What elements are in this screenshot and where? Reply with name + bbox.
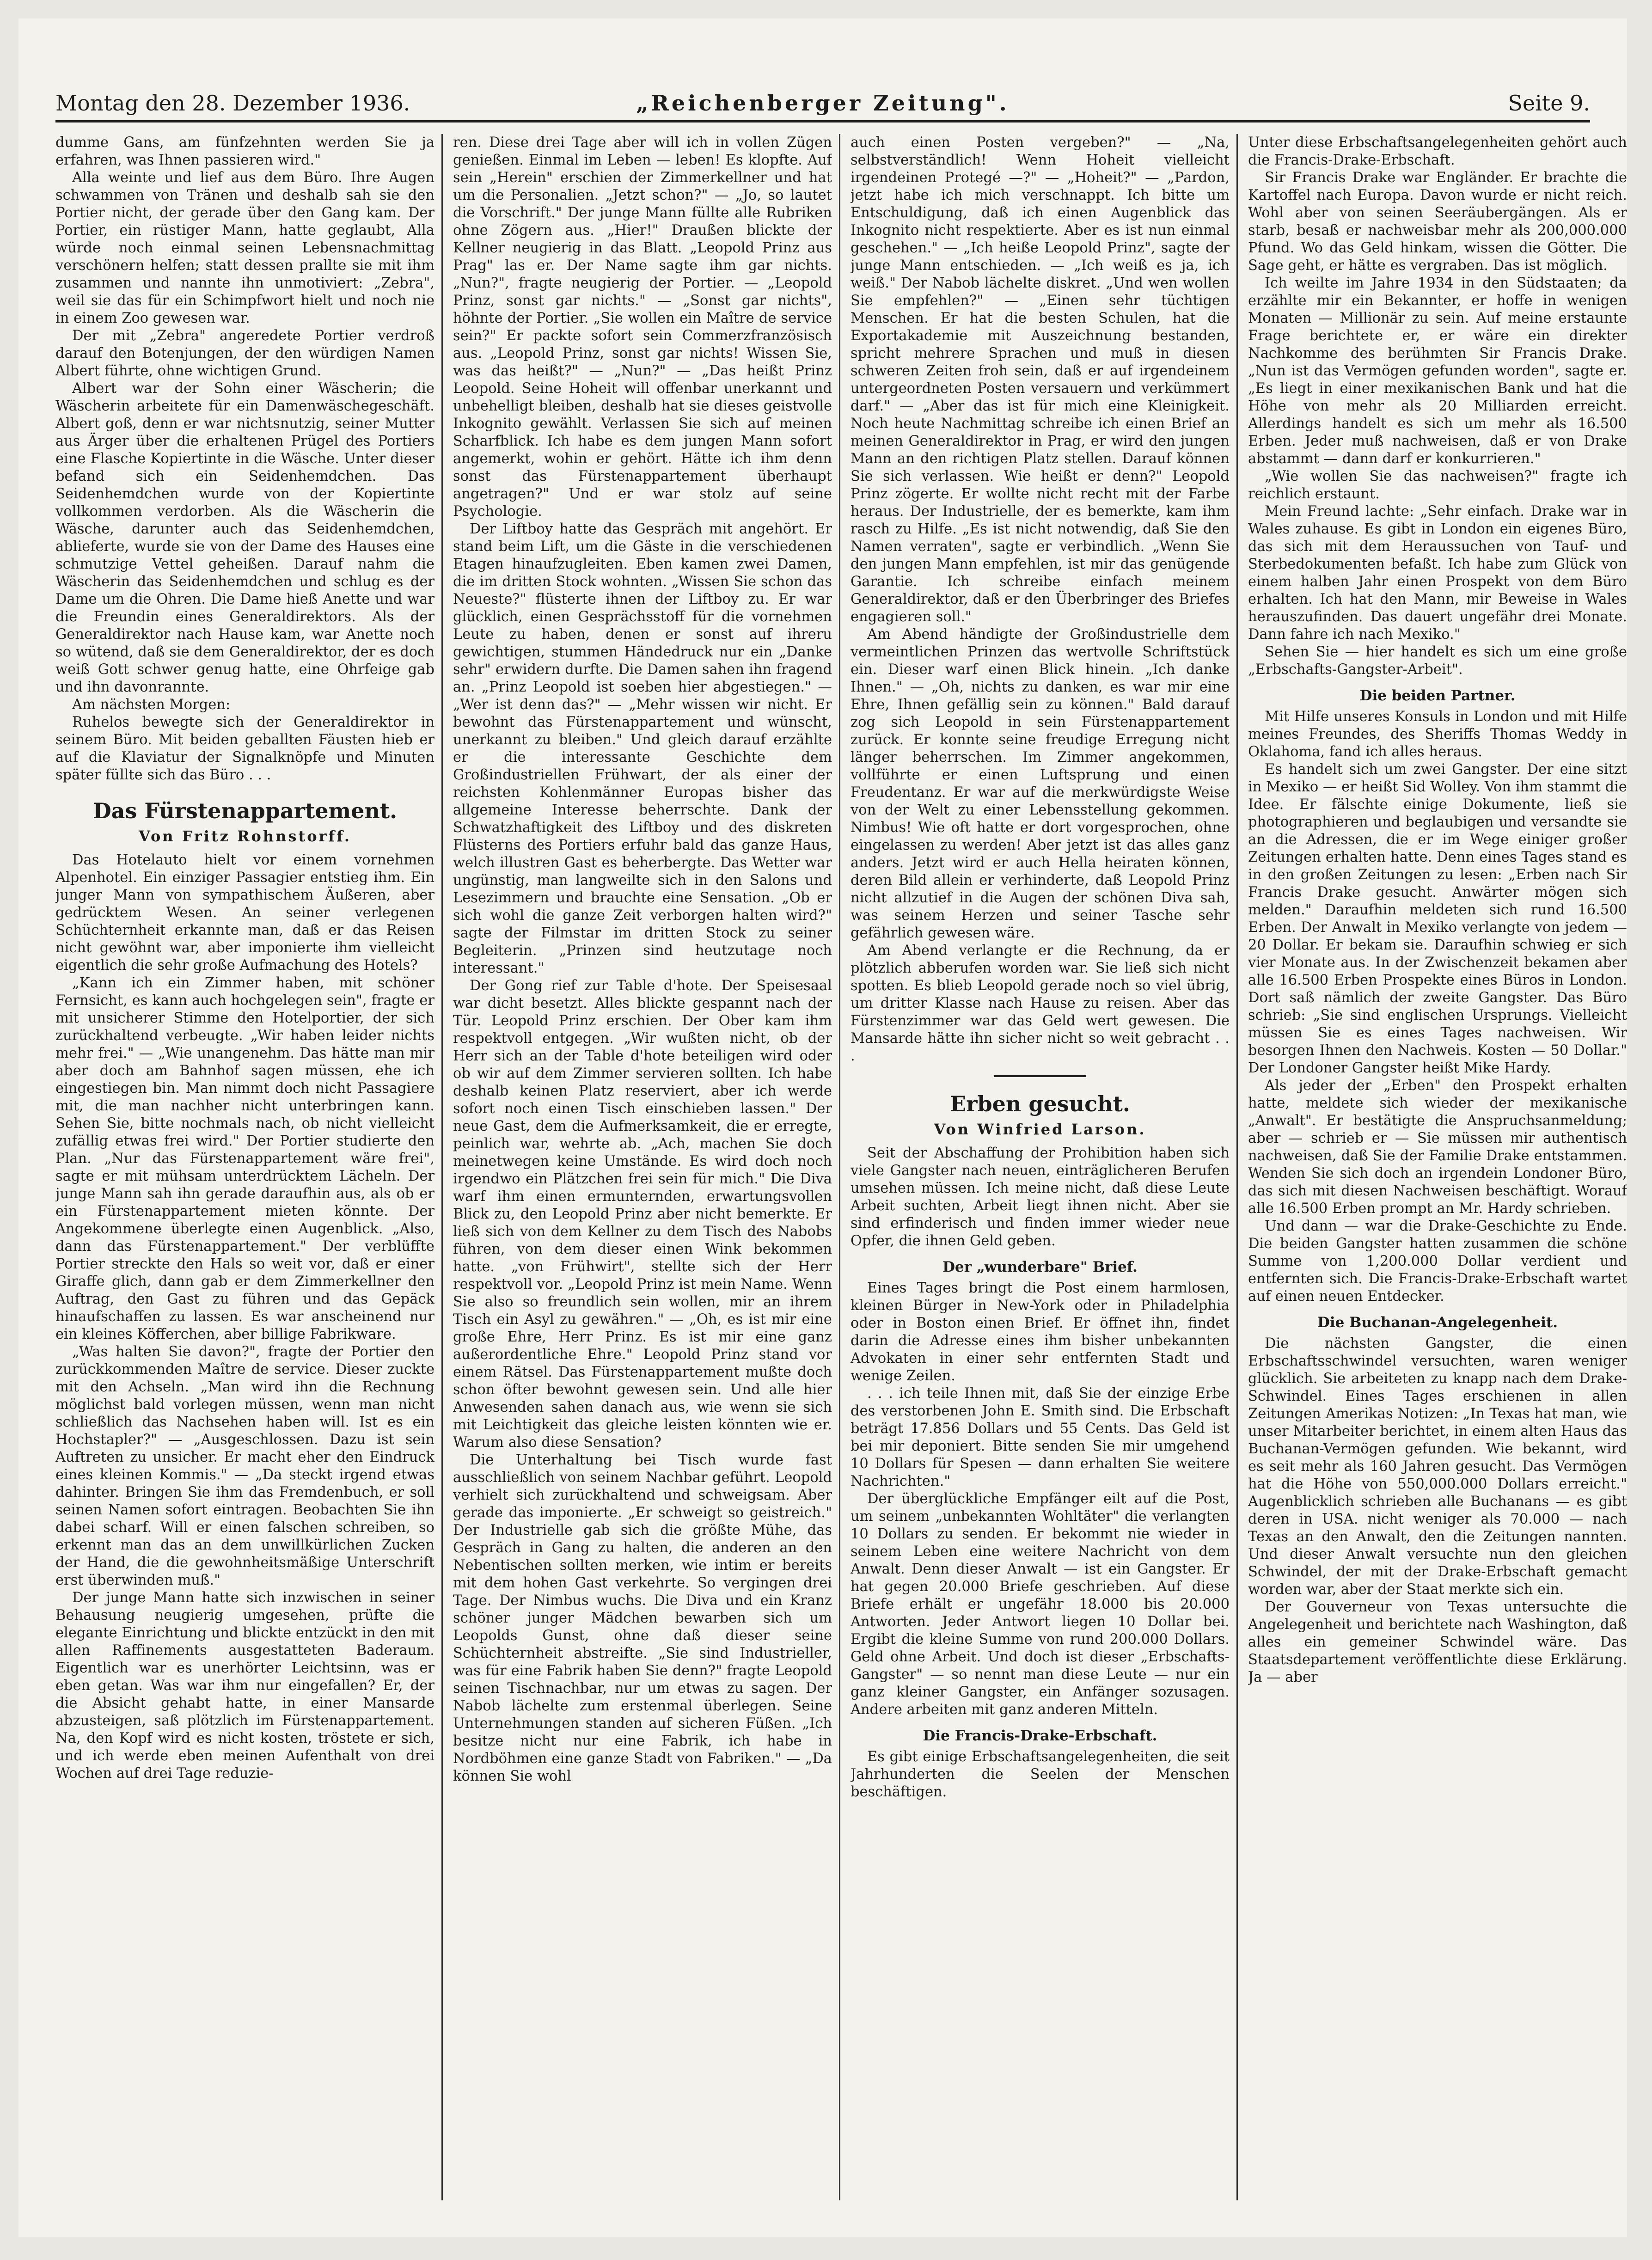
paragraph: Am Abend händigte der Großindustrielle dem vermeintlichen Prinzen das wertvolle Schriftstück ein. Dieser warf einen Blick hinein. „Ich danke Ihnen." — „Oh, nichts zu danken, es war mir eine Ehre, Ihnen gefällig sein zu können." Bald darauf zog sich Leopold in sein Fürstenappartement zurück. Er konnte seine freudige Erregung nicht länger beherrschen. Im Zimmer angekommen, vollführte er einen Luftsprung und einen Freudentanz. Er war auf die merkwürdigste Weise von der Welt zu einer Lebensstellung gekommen. Nimbus! Wie oft hatte er dort vorgesprochen, ohne eingelassen zu werden! Aber jetzt ist das alles ganz anders. Jetzt wird er auch Hella heiraten können, deren Bild allein er verhinderte, daß Leopold Prinz nicht allzutief in die Augen der schönen Diva sah, was seinem Herzen und seiner Tasche sehr gefährlich gewesen wäre. xyxy=(850,626,1230,941)
column-3 xyxy=(850,134,1230,2200)
page-header xyxy=(55,83,1590,122)
paragraph: Ruhelos bewegte sich der Generaldirektor in seinem Büro. Mit beiden geballten Fäusten hieb er auf die Klaviatur der Signalknöpfe und Minuten später füllte sich das Büro . . . xyxy=(55,714,434,783)
subheading: Die Francis-Drake-Erbschaft. xyxy=(923,1727,1157,1744)
article-title: Das Fürstenappartement. xyxy=(92,798,398,823)
paragraph: Der mit „Zebra" angeredete Portier verdroß darauf den Botenjungen, der den würdigen Namen Albert führte, ohne wichtigen Grund. xyxy=(55,328,434,379)
subheading: Der „wunderbare" Brief. xyxy=(942,1259,1138,1275)
paragraph: . . . ich teile Ihnen mit, daß Sie der einzige Erbe des verstorbenen John E. Smith sind. Die Erbschaft beträgt 17.856 Dollars und 55 Cents. Das Geld ist bei mir deponiert. Bitte senden Sie mir umgehend 10 Dollars für Spesen — dann erhalten Sie weitere Nachrichten." xyxy=(850,1385,1230,1489)
paragraph: Albert war der Sohn einer Wäscherin; die Wäscherin arbeitete für ein Damenwäschegeschäft. Albert goß, denn er war nichtsnutzig, seiner Mutter aus Ärger über die erhaltenen Prügel des Portiers eine Flasche Kopiertinte in die Wäsche. Unter dieser befand sich ein Seidenhemdchen. Das Seidenhemdchen wurde von der Kopiertinte vollkommen verdorben. Als die Wäscherin die Wäsche, darunter auch das Seidenhemdchen, ablieferte, wurde sie von der Dame des Hauses eine schmutzige Vettel geheißen. Darauf nahm die Wäscherin das Seidenhemdchen und schlug es der Dame um die Ohren. Die Dame hieß Anette und war die Freundin eines Generaldirektors. Als der Generaldirektor nach Hause kam, war Anette noch so wütend, daß sie dem Generaldirektor, der es doch weiß Gott schwer genug hatte, eine Ohrfeige gab und ihn davonrannte. xyxy=(55,380,434,695)
section-divider xyxy=(994,1075,1086,1077)
paragraph: Mein Freund lachte: „Sehr einfach. Drake war in Wales zuhause. Es gibt in London ein eigenes Büro, das sich mit dem Heraussuchen von Tauf- und Sterbedokumenten befaßt. Ich habe zum Glück von einem halben Jahr einen Prospekt von dem Büro erhalten. Ich hat den Mann, mir Beweise in Wales herauszufinden. Das dauert ungefähr drei Monate. Dann fahre ich nach Mexiko." xyxy=(1248,503,1627,643)
paragraph: „Kann ich ein Zimmer haben, mit schöner Fernsicht, es kann auch hochgelegen sein", fragte er mit unsicherer Stimme den Hotelportier, der sich zurückhaltend verbeugte. „Wir haben leider nichts mehr frei." — „Wie unangenehm. Das hätte man mir aber doch am Bahnhof sagen müssen, ehe ich eingestiegen bin. Man nimmt doch nicht Passagiere mit, die man nachher nicht unterbringen kann. Sehen Sie, bitte nochmals nach, ob nicht vielleicht zufällig etwas frei wird." Der Portier studierte den Plan. „Nur das Fürstenappartement wäre frei", sagte er mit mühsam unterdrücktem Lächeln. Der junge Mann sah ihn gerade daraufhin aus, als ob er ein Fürstenappartement mieten könnte. Der Angekommene überlegte einen Augenblick. „Also, dann das Fürstenappartement." Der verblüffte Portier streckte den Hals so weit vor, daß er einer Giraffe glich, dann gab er dem Zimmerkellner den Auftrag, den Gast zu führen und das Gepäck hinaufschaffen zu lassen. Es war anscheinend nur ein kleines Köfferchen, aber billige Fabrikware. xyxy=(55,975,434,1342)
column-2 xyxy=(453,134,832,2200)
column-1 xyxy=(55,134,434,2200)
paragraph: dumme Gans, am fünfzehnten werden Sie ja erfahren, was Ihnen passieren wird." xyxy=(55,135,434,168)
paragraph: Ich weilte im Jahre 1934 in den Südstaaten; da erzählte mir ein Bekannter, er hoffe in wenigen Monaten — Millionär zu sein. Auf meine erstaunte Frage berichtete er, er wäre ein direkter Nachkomme des berühmten Sir Francis Drake. „Nun ist das Vermögen gefunden worden", sagte er. „Es liegt in einer mexikanischen Bank und hat die Höhe von mehr als 20 Milliarden erreicht. Allerdings handelt es sich um mehr als 16.500 Erben. Jeder muß nachweisen, daß er von Drake abstammt — dann darf er konkurrieren." xyxy=(1248,275,1627,467)
paragraph: Sehen Sie — hier handelt es sich um eine große „Erbschafts-Gangster-Arbeit". xyxy=(1248,644,1627,678)
header-newspaper-title: „Reichenberger Zeitung". xyxy=(636,91,1010,116)
paragraph: Seit der Abschaffung der Prohibition haben sich viele Gangster nach neuen, einträglicheren Berufen umsehen müssen. Ich meine nicht, daß diese Leute Arbeit suchten, Arbeit liegt ihnen nicht. Aber sie sind erfinderisch und finden immer wieder neue Opfer, die ihnen Geld geben. xyxy=(850,1145,1230,1249)
subheading: Die Buchanan-Angelegenheit. xyxy=(1317,1314,1558,1331)
paragraph: Eines Tages bringt die Post einem harmlosen, kleinen Bürger in New-York oder in Philadelphia oder in Boston einen Brief. Er öffnet ihn, findet darin die Adresse eines ihm bisher unbekannten Advokaten in einer sehr entfernten Stadt und wenige Zeilen. xyxy=(850,1280,1230,1384)
paragraph: Als jeder der „Erben" den Prospekt erhalten hatte, meldete sich wieder der mexikanische „Anwalt". Er bestätigte die Anspruchsanmeldung; aber — schrieb er — Sie müssen mir authentisch nachweisen, daß Sie der Familie Drake entstammen. Wenden Sie sich doch an irgendein Londoner Büro, das sich mit diesen Nachweisen beschäftigt. Worauf alle 16.500 Erben prompt an Mr. Hardy schrieben. xyxy=(1248,1078,1627,1217)
paragraph: ren. Diese drei Tage aber will ich in vollen Zügen genießen. Einmal im Leben — leben! Es klopfte. Auf sein „Herein" erschien der Zimmerkellner und hat um die Personalien. „Jetzt schon?" — „Jo, so lautet die Vorschrift." Der junge Mann füllte alle Rubriken ohne Zögern aus. „Hier!" Draußen blickte der Kellner neugierig in das Blatt. „Leopold Prinz aus Prag" las er. Der Name sagte ihm gar nichts. „Nun?", fragte neugierig der Portier. — „Leopold Prinz, sonst gar nichts." — „Sonst gar nichts", höhnte der Portier. „Sie wollen ein Maître de service sein?" Er packte sofort sein Commerzfranzösisch aus. „Leopold Prinz, sonst gar nichts! Wissen Sie, was das heißt?" — „Nun?" — „Das heißt Prinz Leopold. Seine Hoheit will offenbar unerkannt und unbehelligt bleiben, deshalb hat sie dieses geistvolle Inkognito gewählt. Verlassen Sie sich auf meinen Scharfblick. Ich habe es dem jungen Mann sofort angemerkt, wohin er gehört. Hätte ich ihm denn sonst das Fürstenappartement überhaupt angetragen?" Und er war stolz auf seine Psychologie. xyxy=(453,135,832,520)
paragraph: Sir Francis Drake war Engländer. Er brachte die Kartoffel nach Europa. Davon wurde er nicht reich. Wohl aber von seinen Seeräubergängen. Als er starb, besaß er nachweisbar mehr als 200,000.000 Pfund. Wo das Geld hinkam, wissen die Götter. Die Sage geht, er hätte es vergraben. Das ist möglich. xyxy=(1248,170,1627,274)
paragraph: Der Gouverneur von Texas untersuchte die Angelegenheit und berichtete nach Washington, daß alles ein gemeiner Schwindel wäre. Das Staatsdepartement veröffentlichte diese Erklärung. Ja — aber xyxy=(1248,1599,1627,1685)
paragraph: auch einen Posten vergeben?" — „Na, selbstverständlich! Wenn Hoheit vielleicht irgendeinen Protegé —?" — „Hoheit?" — „Pardon, jetzt habe ich mich verschnappt. Ich bitte um Entschuldigung, daß ich einen Augenblick das Inkognito nicht respektierte. Aber es ist nun einmal geschehen." — „Ich heiße Leopold Prinz", sagte der junge Mann entschieden. — „Ich weiß es ja, ich weiß." Der Nabob lächelte diskret. „Und wen wollen Sie empfehlen?" — „Einen sehr tüchtigen Menschen. Er hat die besten Schulen, hat die Exportakademie mit Auszeichnung bestanden, spricht mehrere Sprachen und muß in diesen schweren Zeiten froh sein, daß er auf irgendeinem untergeordneten Posten versauern und verkümmert darf." — „Aber das ist für mich eine Kleinigkeit. Noch heute Nachmittag schreibe ich einen Brief an meinen Generaldirektor in Prag, er wird den jungen Mann an den richtigen Platz stellen. Darauf können Sie sich verlassen. Wie heißt er denn?" Leopold Prinz zögerte. Er wollte nicht recht mit der Farbe heraus. Der Industrielle, der es bemerkte, kam ihm rasch zu Hilfe. „Es ist nicht notwendig, daß Sie den Namen verraten", sagte er verbindlich. „Wenn Sie den jungen Mann empfehlen, ist mir das genügende Garantie. Ich schreibe einfach meinem Generaldirektor, daß er den Überbringer des Briefes engagieren soll." xyxy=(850,135,1230,625)
paragraph: Am Abend verlangte er die Rechnung, da er plötzlich abberufen worden war. Sie ließ sich nicht spotten. Es blieb Leopold gerade noch so viel übrig, um dritter Klasse nach Hause zu reisen. Aber das Fürstenzimmer war das Geld wert gewesen. Die Mansarde hätte ihn sicher nicht so weit gebracht . . . xyxy=(850,943,1230,1064)
column-4 xyxy=(1248,134,1627,2200)
paragraph: Der überglückliche Empfänger eilt auf die Post, um seinem „unbekannten Wohltäter" die verlangten 10 Dollars zu senden. Er bekommt nie wieder in seinem Leben eine weitere Nachricht von dem Anwalt. Denn dieser Anwalt — ist ein Gangster. Er hat gegen 20.000 Briefe geschrieben. Auf diese Briefe erhält er ungefähr 18.000 bis 20.000 Antworten. Jeder Antwort liegen 10 Dollar bei. Ergibt die kleine Summe von rund 200.000 Dollars. Geld ohne Arbeit. Und doch ist dieser „Erbschafts-Gangster" — so nennt man diese Leute — nur ein ganz kleiner Gangster, ein Anfänger sozusagen. Andere arbeiten mit ganz anderen Mitteln. xyxy=(850,1491,1230,1718)
paragraph: Und dann — war die Drake-Geschichte zu Ende. Die beiden Gangster hatten zusammen die schöne Summe von 1,200.000 Dollar verdient und entfernten sich. Die Francis-Drake-Erbschaft wartet auf einen neuen Entdecker. xyxy=(1248,1218,1627,1305)
paragraph: Das Hotelauto hielt vor einem vornehmen Alpenhotel. Ein einziger Passagier entstieg ihm. Ein junger Mann von sympathischem Äußeren, aber gedrücktem Wesen. An seiner verlegenen Schüchternheit erkannte man, daß er das Reisen nicht gewöhnt war, aber imponierte ihm vielleicht eigentlich die sehr große Aufmachung des Hotels? xyxy=(55,852,434,974)
paragraph: Der junge Mann hatte sich inzwischen in seiner Behausung neugierig umgesehen, prüfte die elegante Einrichtung und blickte entzückt in den mit allen Raffinements ausgestatteten Baderaum. Eigentlich war es unerhörter Leichtsinn, was er eben getan. Was war ihm nur eingefallen? Er, der die Absicht gehabt hatte, in einer Mansarde abzusteigen, saß plötzlich im Fürstenappartement. Na, den Kopf wird es nicht kosten, tröstete er sich, und ich werde eben meinen Aufenthalt von drei Wochen auf drei Tage reduzie- xyxy=(55,1590,434,1782)
article-title: Erben gesucht. xyxy=(950,1091,1130,1116)
header-page-number: Seite 9. xyxy=(1508,91,1590,116)
article-author: Von Winfried Larson. xyxy=(934,1121,1146,1138)
paragraph: Der Gong rief zur Table d'hote. Der Speisesaal war dicht besetzt. Alles blickte gespannt nach der Tür. Leopold Prinz erschien. Der Ober kam ihm respektvoll entgegen. „Wir wußten nicht, ob der Herr sich an der Table d'hote beteiligen wird oder ob wir auf dem Zimmer servieren sollten. Ich habe deshalb keinen Platz reserviert, aber ich werde sofort noch einen Tisch einschieben lassen." Der neue Gast, dem die Aufmerksamkeit, die er erregte, peinlich war, wehrte ab. „Ach, machen Sie doch meinetwegen keine Umstände. Es wird doch noch irgendwo ein Plätzchen frei sein für mich." Die Diva warf ihm einen ermunternden, erwartungsvollen Blick zu, den Leopold Prinz aber nicht bemerkte. Er ließ sich von dem Kellner zu dem Tisch des Nabobs führen, von dem dieser einen Wink bekommen hatte. „von Frühwirt", stellte sich der Herr respektvoll vor. „Leopold Prinz ist mein Name. Wenn Sie also so freundlich sein wollen, mir an ihrem Tisch ein Asyl zu gewähren." — „Oh, es ist mir eine große Ehre, Herr Prinz. Es ist mir eine ganz außerordentliche Ehre." Leopold Prinz stand vor einem Rätsel. Das Fürstenappartement mußte doch schon öfter bewohnt gewesen sein. Und alle hier Anwesenden sahen danach aus, wie wenn sie sich mit Leichtigkeit das gleiche leisten könnten wie er. Warum also diese Sensation? xyxy=(453,978,832,1451)
paragraph: Am nächsten Morgen: xyxy=(72,697,231,713)
paragraph: Alla weinte und lief aus dem Büro. Ihre Augen schwammen von Tränen und deshalb sah sie den Portier nicht, der gerade über den Gang kam. Der Portier, ein rüstiger Mann, hatte geglaubt, Alla würde noch einmal seinen Lebensnachmittag verschönern helfen; statt dessen prallte sie mit ihm zusammen und nannte ihn unmotiviert: „Zebra", weil sie das für ein Schimpfwort hielt und noch nie in einem Zoo gewesen war. xyxy=(55,170,434,326)
columns xyxy=(55,134,1627,2200)
paragraph: Es handelt sich um zwei Gangster. Der eine sitzt in Mexiko — er heißt Sid Wolley. Von ihm stammt die Idee. Er fälschte einige Dokumente, ließ sie photographieren und beglaubigen und versandte sie an die Adressen, die er im Wege einiger großer Zeitungen erhalten hatte. Denn eines Tages stand es in den großen Zeitungen zu lesen: „Erben nach Sir Francis Drake gesucht. Anwärter mögen sich melden." Daraufhin meldeten sich rund 16.500 Erben. Der Anwalt in Mexiko verlangte von jedem — 20 Dollar. Er bekam sie. Daraufhin schwieg er sich vier Monate aus. In der Zwischenzeit bekamen aber alle 16.500 Erben Prospekte eines Büros in London. Dort saß nämlich der zweite Gangster. Das Büro schrieb: „Sie sind englischen Ursprungs. Vielleicht müssen Sie es eines Tages nachweisen. Wir besorgen Ihnen den Nachweis. Kosten — 50 Dollar." Der Londoner Gangster heißt Mike Hardy. xyxy=(1248,761,1627,1076)
paragraph: Mit Hilfe unseres Konsuls in London und mit Hilfe meines Freundes, des Sheriffs Thomas Weddy in Oklahoma, fand ich alles heraus. xyxy=(1248,709,1627,760)
subheading: Die beiden Partner. xyxy=(1359,687,1516,704)
paragraph: „Wie wollen Sie das nachweisen?" fragte ich reichlich erstaunt. xyxy=(1248,468,1627,502)
paragraph: Die nächsten Gangster, die einen Erbschaftsschwindel versuchten, waren weniger glücklich. Sie arbeiteten zu knapp nach dem Drake-Schwindel. Eines Tages erschienen in allen Zeitungen Amerikas Notizen: „In Texas hat man, wie unser Mitarbeiter berichtet, in einem alten Haus das Buchanan-Vermögen gefunden. Wie bekannt, wird es seit mehr als 160 Jahren gesucht. Das Vermögen hat die Höhe von 550,000.000 Dollars erreicht." Augenblicklich schrieben alle Buchanans — es gibt deren in USA. nicht weniger als 70.000 — nach Texas an den Anwalt, den die Zeitungen nannten. Und dieser Anwalt versuchte nun den gleichen Schwindel, der mit der Drake-Erbschaft gemacht worden war, aber der Staat merkte sich ein. xyxy=(1248,1335,1627,1598)
paragraph: „Was halten Sie davon?", fragte der Portier den zurückkommenden Maître de service. Dieser zuckte mit den Achseln. „Man wird ihn die Rechnung möglichst bald vorlegen müssen, wenn man nicht schließlich das Nachsehen haben will. Ist es ein Hochstapler?" — „Ausgeschlossen. Dazu ist sein Auftreten zu unsicher. Er macht eher den Eindruck eines kleinen Kommis." — „Da steckt irgend etwas dahinter. Bringen Sie ihm das Fremdenbuch, er soll seinen Namen sofort eintragen. Beobachten Sie ihn dabei scharf. Will er einen falschen schreiben, so erkennt man das an dem unwillkürlichen Zucken der Hand, die die gewohnheitsmäßige Unterschrift erst überwinden muß." xyxy=(55,1344,434,1588)
column-rule xyxy=(441,134,443,2200)
paragraph: Es gibt einige Erbschaftsangelegenheiten, die seit Jahrhunderten die Seelen der Menschen beschäftigen. xyxy=(850,1749,1230,1800)
paragraph: Unter diese Erbschaftsangelegenheiten gehört auch die Francis-Drake-Erbschaft. xyxy=(1248,135,1627,168)
paragraph: Die Unterhaltung bei Tisch wurde fast ausschließlich von seinem Nachbar geführt. Leopold verhielt sich zurückhaltend und schweigsam. Aber gerade das imponierte. „Er schweigt so geistreich." Der Industrielle gab sich die größte Mühe, das Gespräch in Gang zu halten, die anderen an den Nebentischen sollten merken, wie intim er bereits mit dem hohen Gast verkehrte. So vergingen drei Tage. Der Nimbus wuchs. Die Diva und ein Kranz schöner junger Mädchen bewarben sich um Leopolds Gunst, ohne daß dieser seine Schüchternheit abstreifte. „Sie sind Industrieller, was für eine Fabrik haben Sie denn?" fragte Leopold seinen Tischnachbar, nur um etwas zu sagen. Der Nabob lächelte zum erstenmal überlegen. Seine Unternehmungen standen auf sicheren Füßen. „Ich besitze nicht nur eine Fabrik, ich habe in Nordböhmen eine ganze Stadt von Fabriken." — „Da können Sie wohl xyxy=(453,1452,832,1784)
newspaper-page xyxy=(18,18,1627,2237)
article-author: Von Fritz Rohnstorff. xyxy=(139,827,351,845)
column-rule xyxy=(839,134,840,2200)
column-rule xyxy=(1236,134,1238,2200)
paragraph: Der Liftboy hatte das Gespräch mit angehört. Er stand beim Lift, um die Gäste in die verschiedenen Etagen hinaufzugleiten. Eben kamen zwei Damen, die im dritten Stock wohnten. „Wissen Sie schon das Neueste?" flüsterte ihnen der Liftboy zu. Er war glücklich, einen Gesprächsstoff für die vornehmen Leute zu haben, denen er sonst auf ihreru gewichtigen, stummen Händedruck nur ein „Danke sehr" erwidern durfte. Die Damen sahen ihn fragend an. „Prinz Leopold ist soeben hier abgestiegen." — „Wer ist denn das?" — „Mehr wissen wir nicht. Er bewohnt das Fürstenappartement und wünscht, unerkannt zu bleiben." Und gleich darauf erzählte er die interessante Geschichte dem Großindustriellen Frühwart, der als einer der reichsten Kohlenmänner Europas bisher das allgemeine Interesse beherrschte. Dank der Schwatzhaftigkeit des Liftboy und des diskreten Flüsterns des Portiers erfuhr bald das ganze Haus, welch illustren Gast es beherbergte. Das Wetter war ungünstig, man langweilte sich in den Salons und Lesezimmern und brauchte eine Sensation. „Ob er sich wohl die ganze Zeit verborgen halten wird?" sagte der Filmstar im dritten Stock zu seiner Begleiterin. „Prinzen sind heutzutage noch interessant." xyxy=(453,521,832,976)
header-date: Montag den 28. Dezember 1936. xyxy=(55,91,410,116)
